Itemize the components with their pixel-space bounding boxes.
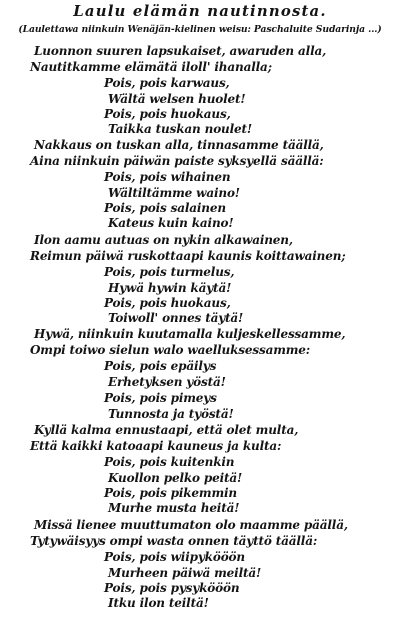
verse-line: Nautitkamme elämätä iloll' ihanalla; xyxy=(30,60,272,74)
verse-line: Pois, pois salainen xyxy=(104,201,226,215)
verse-line: Ilon aamu autuas on nykin alkawainen, xyxy=(34,233,293,247)
verse-line: Pois, pois pimeys xyxy=(104,391,217,405)
verse-line: Pois, pois turmelus, xyxy=(104,265,235,279)
verse-line: Pois, pois wiipykööön xyxy=(104,550,245,564)
verse-line: Aina niinkuin päiwän paiste syksyellä säällä: xyxy=(30,154,324,168)
verse-line: Että kaikki katoaapi kauneus ja kulta: xyxy=(30,439,282,453)
verse-line: Pois, pois huokaus, xyxy=(104,107,231,121)
verse-line: Missä lienee muuttumaton olo maamme päällä, xyxy=(34,518,348,532)
verse-line: Tytywäisyys ompi wasta onnen täyttö täällä: xyxy=(30,534,318,548)
verse-line: Kyllä kalma ennustaapi, että olet multa, xyxy=(34,423,299,437)
verse-line: Nakkaus on tuskan alla, tinnasamme täällä, xyxy=(34,138,324,152)
verse-line: Tunnosta ja työstä! xyxy=(108,407,234,421)
verse-line: Kuollon pelko peitä! xyxy=(108,471,243,485)
verse-line: Pois, pois karwaus, xyxy=(104,76,230,90)
verse-line: Murhe musta heitä! xyxy=(108,501,240,515)
verse-line: Reimun päiwä ruskottaapi kaunis koittawainen; xyxy=(30,249,346,263)
verse-line: Erhetyksen yöstä! xyxy=(108,375,226,389)
verse-line: Pois, pois wihainen xyxy=(104,170,231,184)
verse-line: Wältä welsen huolet! xyxy=(108,92,246,106)
verse-line: Itku ilon teiltä! xyxy=(108,596,209,610)
verse-line: Kateus kuin kaino! xyxy=(108,216,234,230)
verse-line: Ompi toiwo sielun walo waelluksessamme: xyxy=(30,343,311,357)
verse-line: Taikka tuskan noulet! xyxy=(108,122,253,136)
verse-line: Wältiltämme waino! xyxy=(108,186,240,200)
verse-line: Luonnon suuren lapsukaiset, awaruden alla, xyxy=(34,44,327,58)
poem-title: Laulu elämän nautinnosta. xyxy=(73,2,327,20)
verse-line: Pois, pois kuitenkin xyxy=(104,455,235,469)
verse-line: Toiwoll' onnes täytä! xyxy=(108,311,244,325)
verse-line: Pois, pois huokaus, xyxy=(104,296,231,310)
verse-line: Murheen päiwä meiltä! xyxy=(108,566,262,580)
verse-line: Pois, pois pikemmin xyxy=(104,486,237,500)
verse-line: Pois, pois pysykööön xyxy=(104,581,240,595)
verse-line: Pois, pois epäilys xyxy=(104,359,217,373)
verse-line: Hywä, niinkuin kuutamalla kuljeskellessamme, xyxy=(34,327,346,341)
verse-line: Hywä hywin käytä! xyxy=(108,281,232,295)
poem-subtitle: (Laulettawa niinkuin Wenäjän-kielinen weisu: Paschaluite Sudarinja ...) xyxy=(18,24,382,35)
